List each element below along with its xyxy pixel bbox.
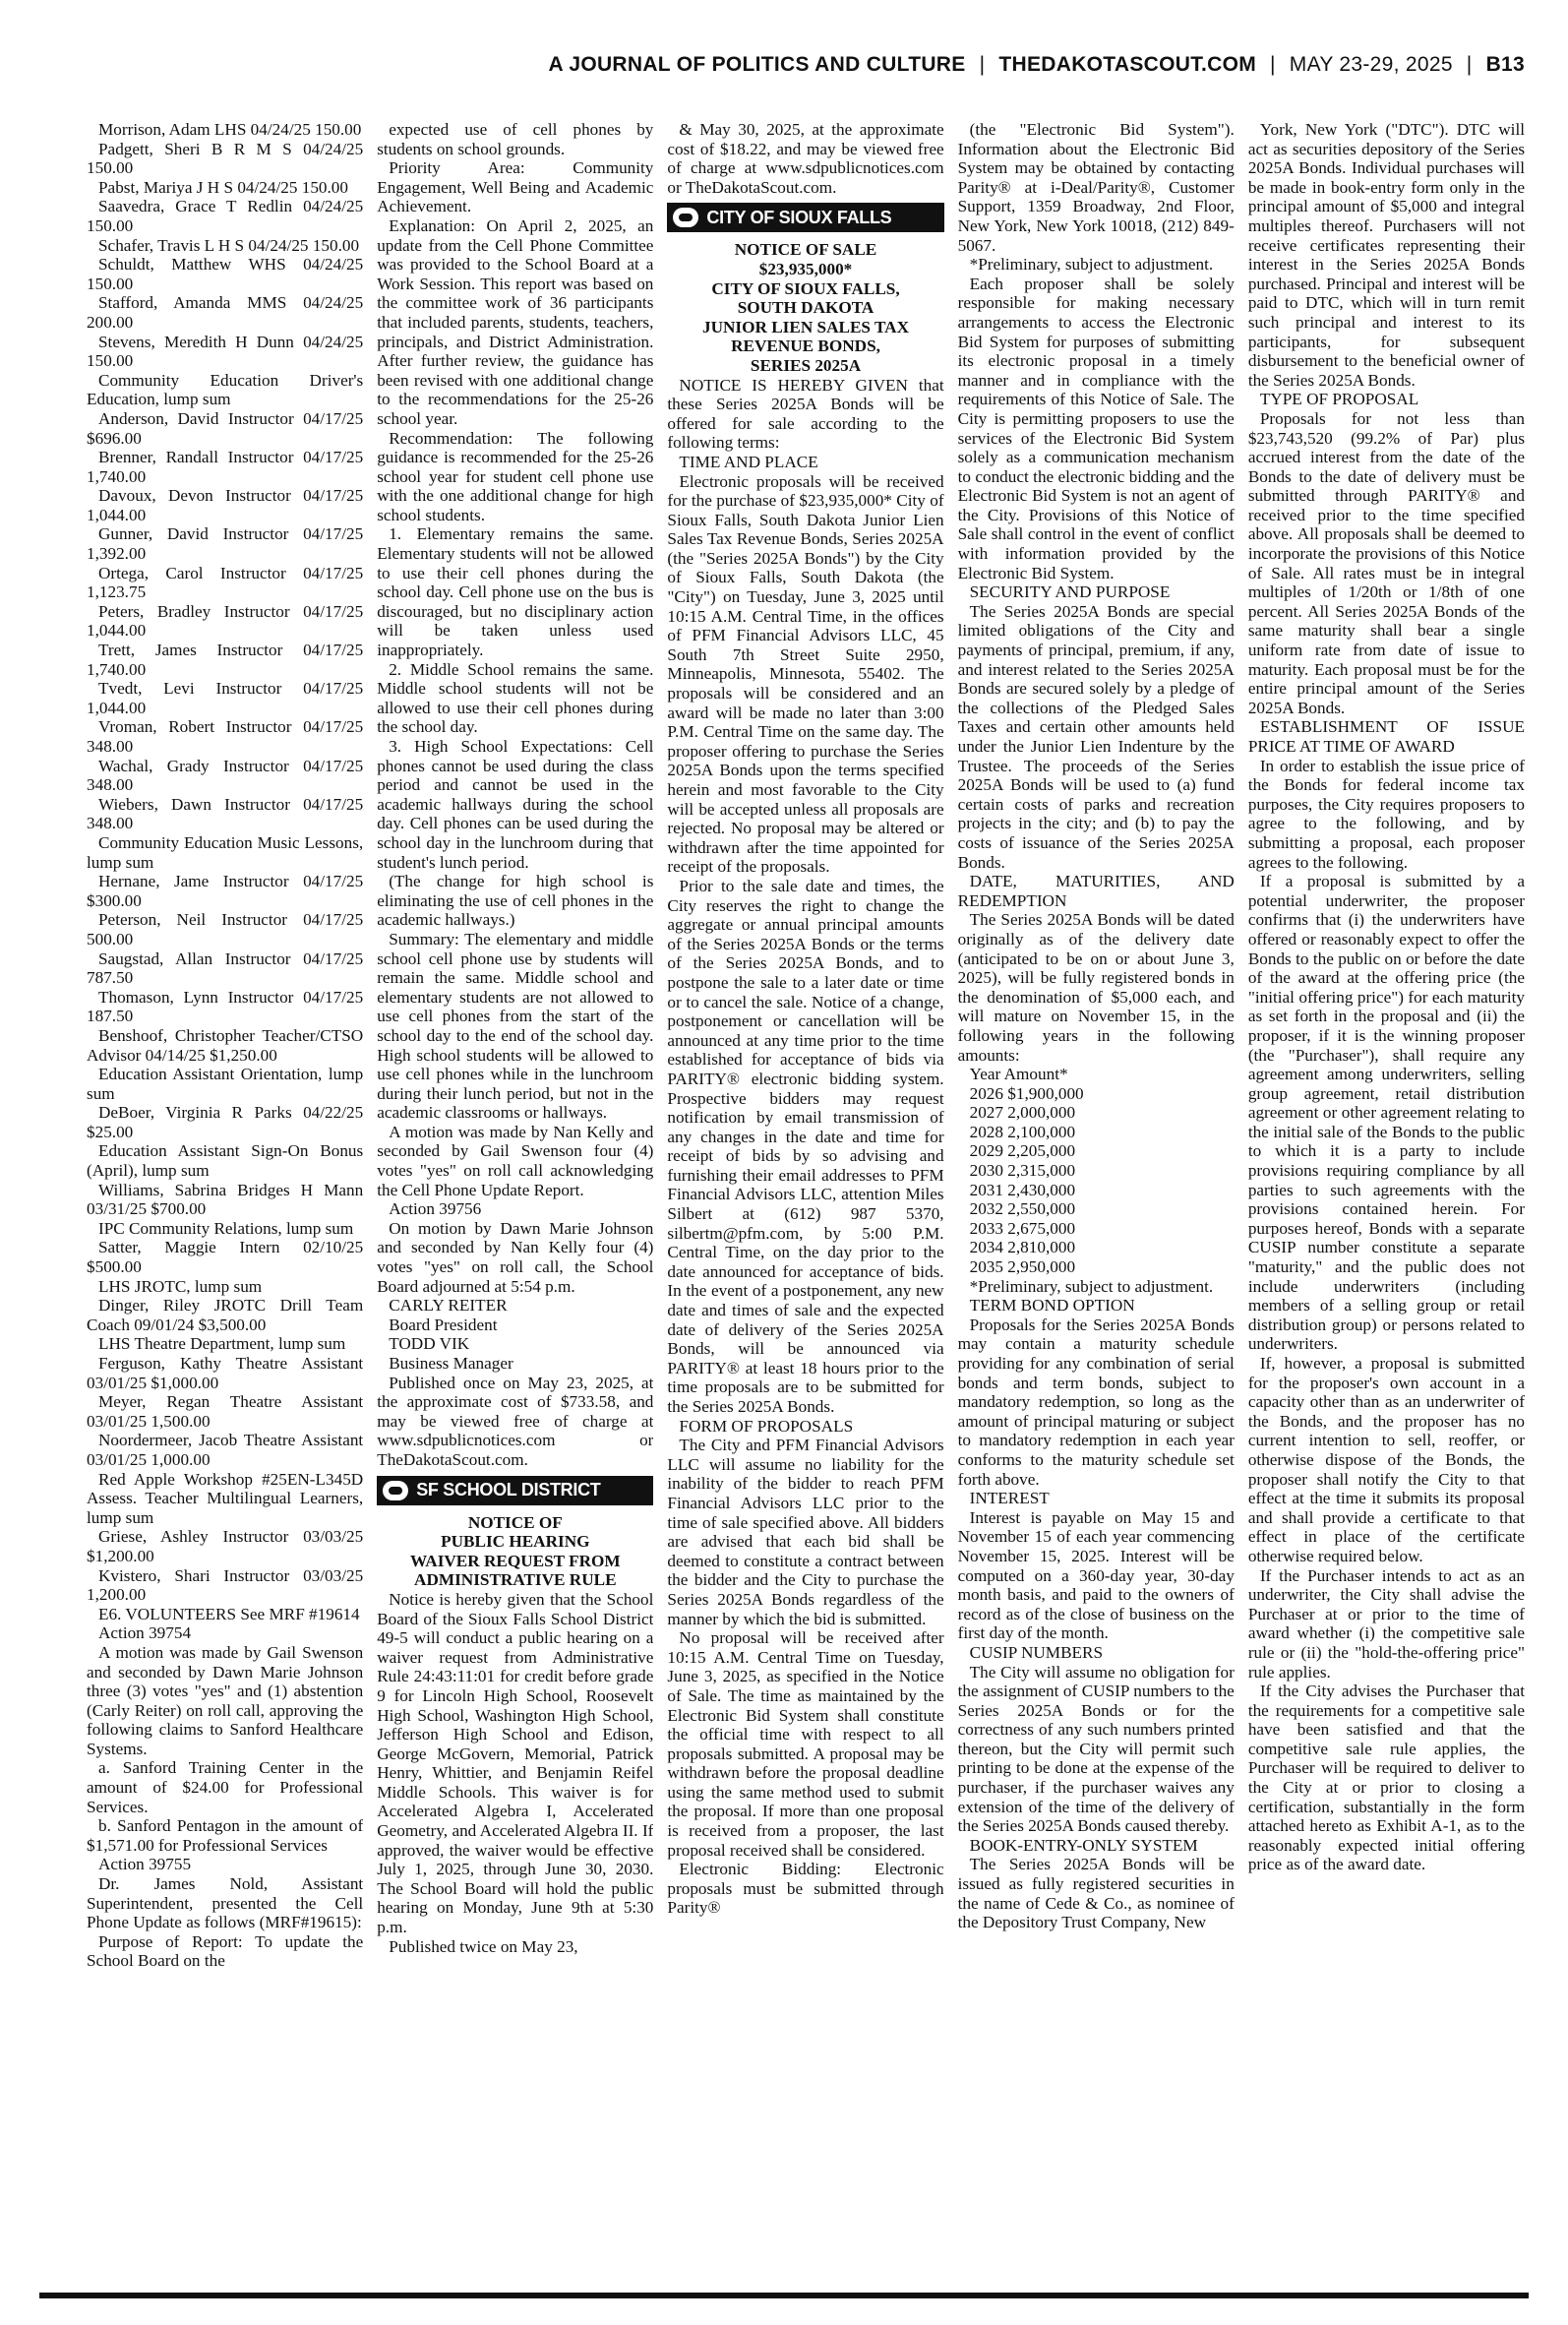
paragraph: Recommendation: The following guidance is recommended for the 25-26 school year for student cell phone use with the one additional change for high school students. [377,428,654,524]
paragraph: The Series 2025A Bonds are special limited obligations of the City and payments of principal, premium, if any, and interest related to the Series 2025A Bonds are secured solely by a pledge of the collections of the Pledged Sales Taxes and certain other amounts held under the Junior Lien Indenture by the Trustee. The proceeds of the Series 2025A Bonds will be used to (a) fund certain costs of parks and recreation projects in the city; and (b) to pay the costs of issuance of the Series 2025A Bonds. [957,601,1235,872]
paragraph: NOTICE OF [467,1512,563,1532]
paragraph: 2030 2,315,000 [969,1161,1076,1181]
paragraph: Year Amount* [969,1065,1068,1084]
paragraph: Stafford, Amanda MMS 04/24/25 200.00 [87,293,364,332]
paragraph: Schuldt, Matthew WHS 04/24/25 150.00 [87,255,364,293]
section-header-sf-school-district [377,1476,653,1505]
paragraph: E6. VOLUNTEERS See MRF #19614 [98,1604,360,1623]
paragraph: CITY OF SIOUX FALLS, [711,278,900,298]
paragraph: BOOK-ENTRY-ONLY SYSTEM [969,1835,1198,1855]
paragraph: Purpose of Report: To update the School Board on the [87,1931,364,1971]
section-logo-icon [673,208,698,227]
paragraph: Benshoof, Christopher Teacher/CTSO Advisor 04/14/25 $1,250.00 [87,1025,364,1065]
paragraph: 2029 2,205,000 [969,1141,1076,1161]
paragraph: Action 39755 [98,1855,192,1874]
issue-date: MAY 23-29, 2025 [1289,53,1453,76]
section-title: SF SCHOOL DISTRICT [416,1479,601,1499]
paragraph: Trett, James Instructor 04/17/25 1,740.00 [87,641,364,679]
paragraph: WAIVER REQUEST FROM [410,1551,621,1570]
paragraph: 2028 2,100,000 [969,1122,1076,1141]
paragraph: Each proposer shall be solely responsible for making necessary arrangements to access the Electronic Bid System for purposes of submitting its electronic proposal in a timely manner and in compliance with the requirements of this Notice of Sale. The City is permitting proposers to use the services of the Electronic Bid System solely as a communication mechanism to conduct the electronic bidding and the Electronic Bid System is not an agent of the City. Provisions of this Notice of Sale shall control in the event of conflict with information provided by the Electronic Bid System. [957,274,1235,582]
paragraph: Saugstad, Allan Instructor 04/17/25 787.50 [87,948,364,988]
paragraph: The City and PFM Financial Advisors LLC will assume no liability for the inability of the bidder to reach PFM Financial Advisors LLC prior to the time of sale specified above. All bidders are advised that each bid shall be deemed to constitute a contract between the bidder and the City to purchase the Series 2025A Bonds regardless of the manner by which the bid is submitted. [667,1436,944,1628]
column-4 [958,120,1235,2270]
paragraph: Morrison, Adam LHS 04/24/25 150.00 [98,120,362,139]
paragraph: Williams, Sabrina Bridges H Mann 03/31/25 $700.00 [87,1180,364,1219]
paragraph: 2032 2,550,000 [969,1199,1076,1219]
paragraph: A motion was made by Nan Kelly and seconded by Gail Swenson four (4) votes "yes" on roll call acknowledging the Cell Phone Update Report. [377,1122,654,1199]
paragraph: Padgett, Sheri B R M S 04/24/25 150.00 [87,139,364,178]
paragraph: In order to establish the issue price of the Bonds for federal income tax purposes, the City requires proposers to agree to the following, and by submitting a proposal, each proposer agrees to the following. [1247,756,1525,872]
cell-phone-update-text [377,120,653,1470]
paragraph: Satter, Maggie Intern 02/10/25 $500.00 [87,1238,364,1277]
paragraph: Hernane, Jame Instructor 04/17/25 $300.00 [87,872,364,910]
page-header [0,45,1525,85]
paragraph: TODD VIK [389,1334,470,1354]
paragraph: Proposals for the Series 2025A Bonds may contain a maturity schedule providing for any combination of serial bonds and term bonds, subject to mandatory redemption, so long as the amount of principal maturing or subject to mandatory redemption in each year conforms to the maturity schedule set forth above. [957,1315,1235,1489]
paragraph: *Preliminary, subject to adjustment. [969,255,1214,275]
paragraph: Interest is payable on May 15 and November 15 of each year commencing November 15, 2025. Interest will be computed on a 360-day year, 30-day month basis, and paid to the owners of record as of the close of business on the first day of the month. [957,1507,1235,1643]
paragraph: 2031 2,430,000 [969,1180,1076,1199]
paragraph: Tvedt, Levi Instructor 04/17/25 1,044.00 [87,679,364,717]
page-number: B13 [1485,53,1525,76]
section-header-city-of-sioux-falls [667,203,943,232]
paragraph: (the "Electronic Bid System"). Information about the Electronic Bid System may be obtained by contacting Parity® at i-Deal/Parity®, Customer Support, 1359 Broadway, 2nd Floor, New York, New York 10018, (212) 849-5067. [957,120,1235,255]
paragraph: The City will assume no obligation for the assignment of CUSIP numbers to the Series 2025A Bonds or for the correctness of any such numbers printed thereon, but the City will permit such printing to be done at the expense of the purchaser, if the purchaser waives any extension of the time of the delivery of the Series 2025A Bonds caused thereby. [957,1662,1235,1836]
publication-note [667,120,943,197]
paragraph: The Series 2025A Bonds will be issued as fully registered securities in the name of Cede & Co., as nominee of the Depository Trust Company, New [957,1855,1235,1932]
public-hearing-text [377,1590,653,1956]
paragraph: Peterson, Neil Instructor 04/17/25 500.00 [87,910,364,948]
paragraph: IPC Community Relations, lump sum [98,1218,354,1238]
paragraph: Red Apple Workshop #25EN-L345D Assess. Teacher Multilingual Learners, lump sum [87,1469,364,1527]
paragraph: Board President [389,1315,498,1334]
notice-title [667,240,943,375]
section-logo-icon [383,1481,408,1500]
paragraph: Summary: The elementary and middle school cell phone use by students will remain the same. Middle school and elementary students are not allowed to use cell phones from the start of the school day to the end of the school day. High school students will be allowed to use cell phones while in the lunchroom during their lunch period, but not in the academic classrooms or hallways. [377,929,654,1123]
header-separator: | [979,53,986,76]
paragraph: Kvistero, Shari Instructor 03/03/25 1,200.00 [87,1565,364,1605]
paragraph: Thomason, Lynn Instructor 04/17/25 187.50 [87,987,364,1026]
paragraph: Community Education Music Lessons, lump sum [87,832,364,872]
paragraph: Priority Area: Community Engagement, Well Being and Academic Achievement. [377,158,654,216]
paragraph: Schafer, Travis L H S 04/24/25 150.00 [98,235,360,255]
paragraph: 2035 2,950,000 [969,1257,1076,1277]
paragraph: ESTABLISHMENT OF ISSUE PRICE AT TIME OF AWARD [1247,717,1525,756]
paragraph: Education Assistant Orientation, lump sum [87,1065,364,1103]
paragraph: The Series 2025A Bonds will be dated originally as of the delivery date (anticipated to be on or about June 3, 2025), will be fully registered bonds in the denomination of $5,000 each, and will mature on November 15, in the following years in the following amounts: [957,910,1235,1065]
paragraph: Dinger, Riley JROTC Drill Team Coach 09/01/24 $3,500.00 [87,1296,364,1334]
paragraph: (The change for high school is eliminating the use of cell phones in the academic hallways.) [377,872,654,930]
paragraph: & May 30, 2025, at the approximate cost of $18.22, and may be viewed free of charge at www.sdpublicnotices.com or TheDakotaScout.com. [667,120,944,197]
paragraph: Proposals for not less than $23,743,520 (99.2% of Par) plus accrued interest from the date of the Bonds to the date of delivery must be submitted through PARITY® and received prior to the time specified above. All proposals shall be deemed to incorporate the provisions of this Notice of Sale. All rates must be in integral multiples of 1/20th or 1/8th of one percent. All Series 2025A Bonds of the same maturity shall bear a single uniform rate from date of issue to maturity. Each proposal must be for the entire principal amount of the Series 2025A Bonds. [1247,408,1525,717]
paragraph: On motion by Dawn Marie Johnson and seconded by Nan Kelly four (4) votes "yes" on roll call, the School Board adjourned at 5:54 p.m. [377,1218,654,1296]
paragraph: Wiebers, Dawn Instructor 04/17/25 348.00 [87,794,364,833]
paragraph: LHS Theatre Department, lump sum [98,1334,346,1354]
paragraph: If the Purchaser intends to act as an underwriter, the City shall advise the Purchaser at or prior to the time of award whether (i) the competitive sale rule or (ii) the "hold-the-offering price" rule applies. [1247,1565,1525,1682]
paragraph: DeBoer, Virginia R Parks 04/22/25 $25.00 [87,1103,364,1141]
notice-title [377,1513,653,1590]
paragraph: TIME AND PLACE [679,452,818,471]
paragraph: Pabst, Mariya J H S 04/24/25 150.00 [98,177,348,197]
column-1 [87,120,363,2270]
paragraph: FORM OF PROPOSALS [679,1416,854,1436]
paragraph: $23,935,000* [758,259,853,278]
paragraph: Action 39756 [389,1199,482,1219]
journal-tagline: A JOURNAL OF POLITICS AND CULTURE [548,53,966,76]
notice-of-sale-text [667,376,943,1919]
paragraph: Electronic proposals will be received for the purchase of $23,935,000* City of Sioux Falls, South Dakota Junior Lien Sales Tax Revenue Bonds, Series 2025A (the "Series 2025A Bonds") by the City of Sioux Falls, South Dakota (the "City") on Tuesday, June 3, 2025 until 10:15 A.M. Central Time, in the offices of PFM Financial Advisors LLC, 45 South 7th Street Suite 2950, Minneapolis, Minnesota, 55402. The proposals will be considered and an award will be made no later than 3:00 P.M. Central Time on the same day. The proposer offering to purchase the Series 2025A Bonds upon the terms specified herein and most favorable to the City will be accepted unless all proposals are rejected. No proposal may be altered or withdrawn after the time appointed for receipt of the proposals. [667,471,944,877]
paragraph: ADMINISTRATIVE RULE [414,1570,617,1590]
paragraph: Peters, Bradley Instructor 04/17/25 1,044.00 [87,601,364,641]
paragraph: Brenner, Randall Instructor 04/17/25 1,740.00 [87,448,364,486]
notice-columns [87,120,1525,2270]
site-url[interactable]: THEDAKOTASCOUT.COM [998,53,1257,76]
paragraph: Explanation: On April 2, 2025, an update from the Cell Phone Committee was provided to the School Board at a Work Session. This report was based on the committee work of 36 participants that included parents, students, teachers, principals, and District Administration. After further review, the guidance has been revised with one additional change to the recommendations for the 25-26 school year. [377,215,654,428]
paragraph: 2027 2,000,000 [969,1103,1076,1123]
paragraph: CARLY REITER [389,1296,508,1315]
paragraph: *Preliminary, subject to adjustment. [969,1276,1214,1296]
paragraph: Meyer, Regan Theatre Assistant 03/01/25 1,500.00 [87,1392,364,1431]
paragraph: a. Sanford Training Center in the amount of $24.00 for Professional Services. [87,1758,364,1816]
paragraph: NOTICE OF SALE [734,240,877,260]
column-5 [1248,120,1525,2270]
paragraph: If, however, a proposal is submitted for the proposer's own account in a capacity other than as an underwriter of the Bonds, and the proposer has no current intention to sell, reoffer, or otherwise dispose of the Bonds, the proposer shall notify the City to that effect at the time it submits its proposal and shall provide a certificate to that effect in place of the certificate otherwise required below. [1247,1354,1525,1565]
paragraph: Published once on May 23, 2025, at the approximate cost of $733.58, and may be viewed free of charge at www.sdpublicnotices.com or TheDakotaScout.com. [377,1373,654,1469]
paragraph: 2. Middle School remains the same. Middle school students will not be allowed to use their cell phones during the school day. [377,659,654,737]
header-separator: | [1466,53,1473,76]
paragraph: TYPE OF PROPOSAL [1259,390,1419,409]
paragraph: Vroman, Robert Instructor 04/17/25 348.00 [87,717,364,756]
paragraph: York, New York ("DTC"). DTC will act as securities depository of the Series 2025A Bonds. Individual purchases will be made in book-entry form only in the principal amount of $5,000 and integral multiples thereof. Purchasers will not receive certificates representing their interest in the Series 2025A Bonds purchased. Principal and interest will be paid to DTC, which will in turn remit such principal and interest to its participants, for subsequent disbursement to the beneficial owner of the Series 2025A Bonds. [1247,120,1525,390]
paragraph: LHS JROTC, lump sum [98,1276,263,1296]
paragraph: Action 39754 [98,1623,192,1643]
paragraph: SOUTH DAKOTA [737,298,874,318]
paragraph: Electronic Bidding: Electronic proposals must be submitted through Parity® [667,1860,944,1918]
paragraph: JUNIOR LIEN SALES TAX [702,317,909,337]
paragraph: Davoux, Devon Instructor 04/17/25 1,044.00 [87,486,364,524]
paragraph: If a proposal is submitted by a potential underwriter, the proposer confirms that (i) the underwriters have offered or reasonably expect to offer the Bonds to the public on or before the date of the award at the offering price (the "initial offering price") for each maturity as set forth in the proposal and (ii) the proposer, if it is the winning proposer (the "Purchaser"), shall require any agreement among underwriters, selling group agreement, retail distribution agreement or other agreement relating to the initial sale of the Bonds to the public to which it is a party to include provisions requiring compliance by all parties to such agreements with the provisions contained herein. For purposes hereof, Bonds with a separate CUSIP number constitute a separate "maturity," and the public does not include underwriters (including members of a selling group or retail distribution group) or persons related to underwriters. [1247,872,1525,1354]
paragraph: Published twice on May 23, [389,1936,578,1956]
paragraph: Ferguson, Kathy Theatre Assistant 03/01/25 $1,000.00 [87,1354,364,1392]
paragraph: Wachal, Grady Instructor 04/17/25 348.00 [87,756,364,795]
paragraph: PUBLIC HEARING [441,1532,590,1552]
paragraph: DATE, MATURITIES, AND REDEMPTION [957,872,1235,910]
paragraph: Anderson, David Instructor 04/17/25 $696.00 [87,408,364,448]
paragraph: SECURITY AND PURPOSE [969,582,1171,602]
paragraph: Griese, Ashley Instructor 03/03/25 $1,200.00 [87,1527,364,1565]
paragraph: expected use of cell phones by students on school grounds. [377,120,654,158]
paragraph: b. Sanford Pentagon in the amount of $1,571.00 for Professional Services [87,1816,364,1855]
paragraph: Community Education Driver's Education, lump sum [87,370,364,409]
column-3 [667,120,943,2270]
paragraph: Dr. James Nold, Assistant Superintendent, presented the Cell Phone Update as follows (MRF#19615): [87,1874,364,1932]
paragraph: TERM BOND OPTION [969,1296,1135,1315]
paragraph: A motion was made by Gail Swenson and seconded by Dawn Marie Johnson three (3) votes "yes" and (1) abstention (Carly Reiter) on roll call, approving the following claims to Sanford Healthcare Systems. [87,1642,364,1758]
paragraph: Business Manager [389,1354,513,1373]
paragraph: Prior to the sale date and times, the City reserves the right to change the aggregate or annual principal amounts of the Series 2025A Bonds or the terms of the Series 2025A Bonds, and to postpone the sale to a later date or time or to cancel the sale. Notice of a change, postponement or cancellation will be announced at any time prior to the time established for acceptance of bids via PARITY® electronic bidding system. Prospective bidders may request notification by email transmission of any changes in the date and time for receipt of bids by so advising and furnishing their email addresses to PFM Financial Advisors LLC, attention Miles Silbert at (612) 987 5370, silbertm@pfm.com, by 5:00 P.M. Central Time, on the day prior to the date announced for acceptance of bids. In the event of a postponement, any new date and times of sale and the expected date of delivery of the Series 2025A Bonds, will be announced via PARITY® at least 18 hours prior to the time proposals are to be submitted for the Series 2025A Bonds. [667,876,944,1416]
column-2 [377,120,653,2270]
paragraph: Saavedra, Grace T Redlin 04/24/25 150.00 [87,197,364,235]
bottom-rule [39,2293,1529,2298]
paragraph: CUSIP NUMBERS [969,1642,1104,1662]
paragraph: Gunner, David Instructor 04/17/25 1,392.00 [87,524,364,564]
paragraph: REVENUE BONDS, [731,337,880,356]
paragraph: NOTICE IS HEREBY GIVEN that these Series 2025A Bonds will be offered for sale according to the following terms: [667,375,944,453]
paragraph: SERIES 2025A [750,355,862,375]
paragraph: No proposal will be received after 10:15 A.M. Central Time on Tuesday, June 3, 2025, as specified in the Notice of Sale. The time as maintained by the Electronic Bid System shall constitute the official time with respect to all proposals submitted. A proposal may be withdrawn before the proposal deadline using the same method used to submit the proposal. If more than one proposal is received from a proposer, the last proposal received shall be considered. [667,1628,944,1860]
paragraph: Education Assistant Sign-On Bonus (April), lump sum [87,1141,364,1181]
paragraph: Ortega, Carol Instructor 04/17/25 1,123.75 [87,563,364,602]
paragraph: Stevens, Meredith H Dunn 04/24/25 150.00 [87,332,364,371]
paragraph: 1. Elementary remains the same. Elementary students will not be allowed to use their cell phones during the school day. Cell phone use on the bus is discouraged, but no disciplinary action will be taken unless used inappropriately. [377,524,654,660]
header-separator: | [1270,53,1276,76]
paragraph: 2033 2,675,000 [969,1218,1076,1238]
paragraph: If the City advises the Purchaser that the requirements for a competitive sale have been satisfied and that the competitive sale rule applies, the Purchaser will be required to deliver to the City at or prior to closing a certification, substantially in the form attached hereto as Exhibit A-1, as to the reasonably expected initial offering price as of the award date. [1247,1682,1525,1874]
paragraph: 2026 $1,900,000 [969,1083,1084,1103]
paragraph: 2034 2,810,000 [969,1238,1076,1257]
paragraph: 3. High School Expectations: Cell phones cannot be used during the class period and cannot be used in the academic hallways during the school day. Cell phones can be used during the school day in the lunchroom during that student's lunch period. [377,737,654,872]
section-title: CITY OF SIOUX FALLS [706,207,892,227]
paragraph: Notice is hereby given that the School Board of the Sioux Falls School District 49-5 will conduct a public hearing on a waiver request from Administrative Rule 24:43:11:01 for credit before grade 9 for Lincoln High School, Roosevelt High School, Washington High School, Jefferson High School and Edison, George McGovern, Memorial, Patrick Henry, Whittier, and Benjamin Reifel Middle Schools. This waiver is for Accelerated Algebra I, Accelerated Geometry, and Accelerated Algebra II. If approved, the waiver would be effective July 1, 2025, through June 30, 2030. The School Board will hold the public hearing on Monday, June 9th at 5:30 p.m. [377,1589,654,1937]
paragraph: Noordermeer, Jacob Theatre Assistant 03/01/25 1,000.00 [87,1431,364,1469]
paragraph: INTEREST [969,1489,1050,1508]
